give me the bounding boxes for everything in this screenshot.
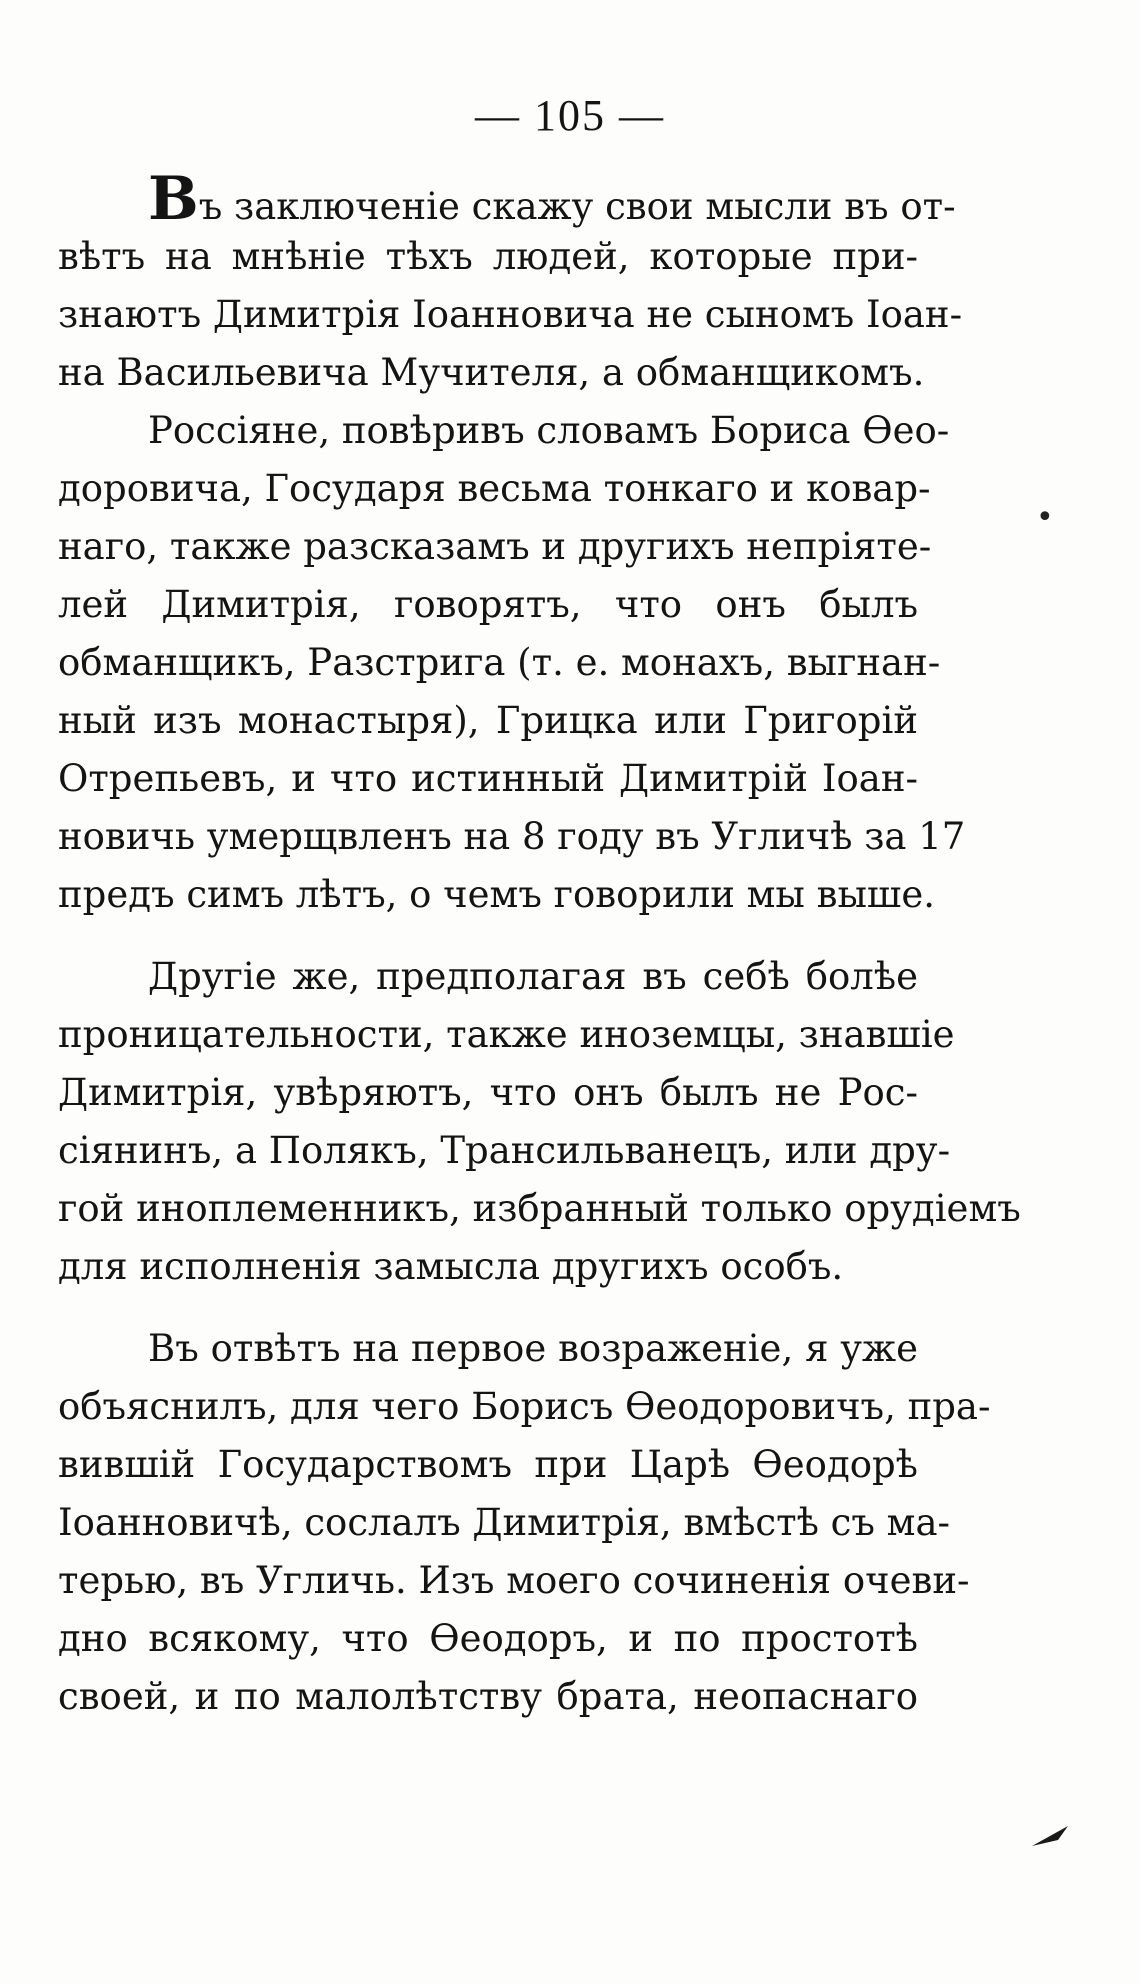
text-line: обманщикъ, Разстрига (т. е. монахъ, выгнан- (58, 641, 941, 684)
text-line: предъ симъ лѣтъ, о чемъ говорили мы выше. (58, 873, 935, 916)
text-line: Димитрія, увѣряютъ, что онъ былъ не Рос- (58, 1071, 918, 1114)
body-text (58, 164, 1021, 1726)
text-line: дно всякому, что Ѳеодоръ, и по простотѣ (58, 1617, 918, 1660)
text-line: Іоанновичѣ, сослалъ Димитрія, вмѣстѣ съ ма- (58, 1501, 951, 1544)
paragraph-1 (58, 164, 963, 402)
page-number: — 105 — (475, 91, 665, 140)
ink-dot-mark: • (1036, 500, 1054, 535)
text-line: терью, въ Угличь. Изъ моего сочиненія очеви- (58, 1559, 970, 1602)
text-line: Въ заключеніе скажу свои мысли въ от- (148, 164, 956, 234)
ink-stroke-mark (1028, 1820, 1074, 1850)
text-line: гой иноплеменникъ, избранный только орудіемъ (58, 1187, 1021, 1230)
text-line: вившій Государствомъ при Царѣ Ѳеодорѣ (58, 1443, 918, 1486)
paragraph-2 (58, 402, 966, 924)
text-line: объяснилъ, для чего Борисъ Ѳеодоровичъ, пра- (58, 1385, 991, 1428)
paragraph-3 (58, 948, 1021, 1296)
text-line: Отрепьевъ, и что истинный Димитрій Іоан- (58, 757, 918, 800)
text-line: своей, и по малолѣтству брата, неопаснаго (58, 1675, 918, 1718)
text-line: на Васильевича Мучителя, а обманщикомъ. (58, 351, 925, 394)
text-line: для исполненія замысла другихъ особъ. (58, 1245, 844, 1288)
text-line: ный изъ монастыря), Грицка или Григорій (58, 699, 918, 742)
drop-cap: В (148, 164, 199, 234)
text-line: проницательности, также иноземцы, знавшіе (58, 1013, 955, 1056)
text-line: Въ отвѣтъ на первое возраженіе, я уже (148, 1327, 918, 1370)
text-line: лей Димитрія, говорятъ, что онъ былъ (58, 583, 918, 626)
text-line: вѣтъ на мнѣніе тѣхъ людей, которые при- (58, 235, 918, 278)
text-line: доровича, Государя весьма тонкаго и ковар- (58, 467, 931, 510)
text-line: знаютъ Димитрія Іоанновича не сыномъ Іоан- (58, 293, 963, 336)
text-line: новичь умерщвленъ на 8 году въ Угличѣ за 17 (58, 815, 966, 858)
text-line: Россіяне, повѣривъ словамъ Бориса Ѳео- (148, 409, 950, 452)
text-line: сіянинъ, а Полякъ, Трансильванецъ, или дру- (58, 1129, 951, 1172)
text-line: Другіе же, предполагая въ себѣ болѣе (148, 955, 918, 998)
text-line: наго, также разсказамъ и другихъ непріяте- (58, 525, 932, 568)
paragraph-4 (58, 1320, 991, 1726)
